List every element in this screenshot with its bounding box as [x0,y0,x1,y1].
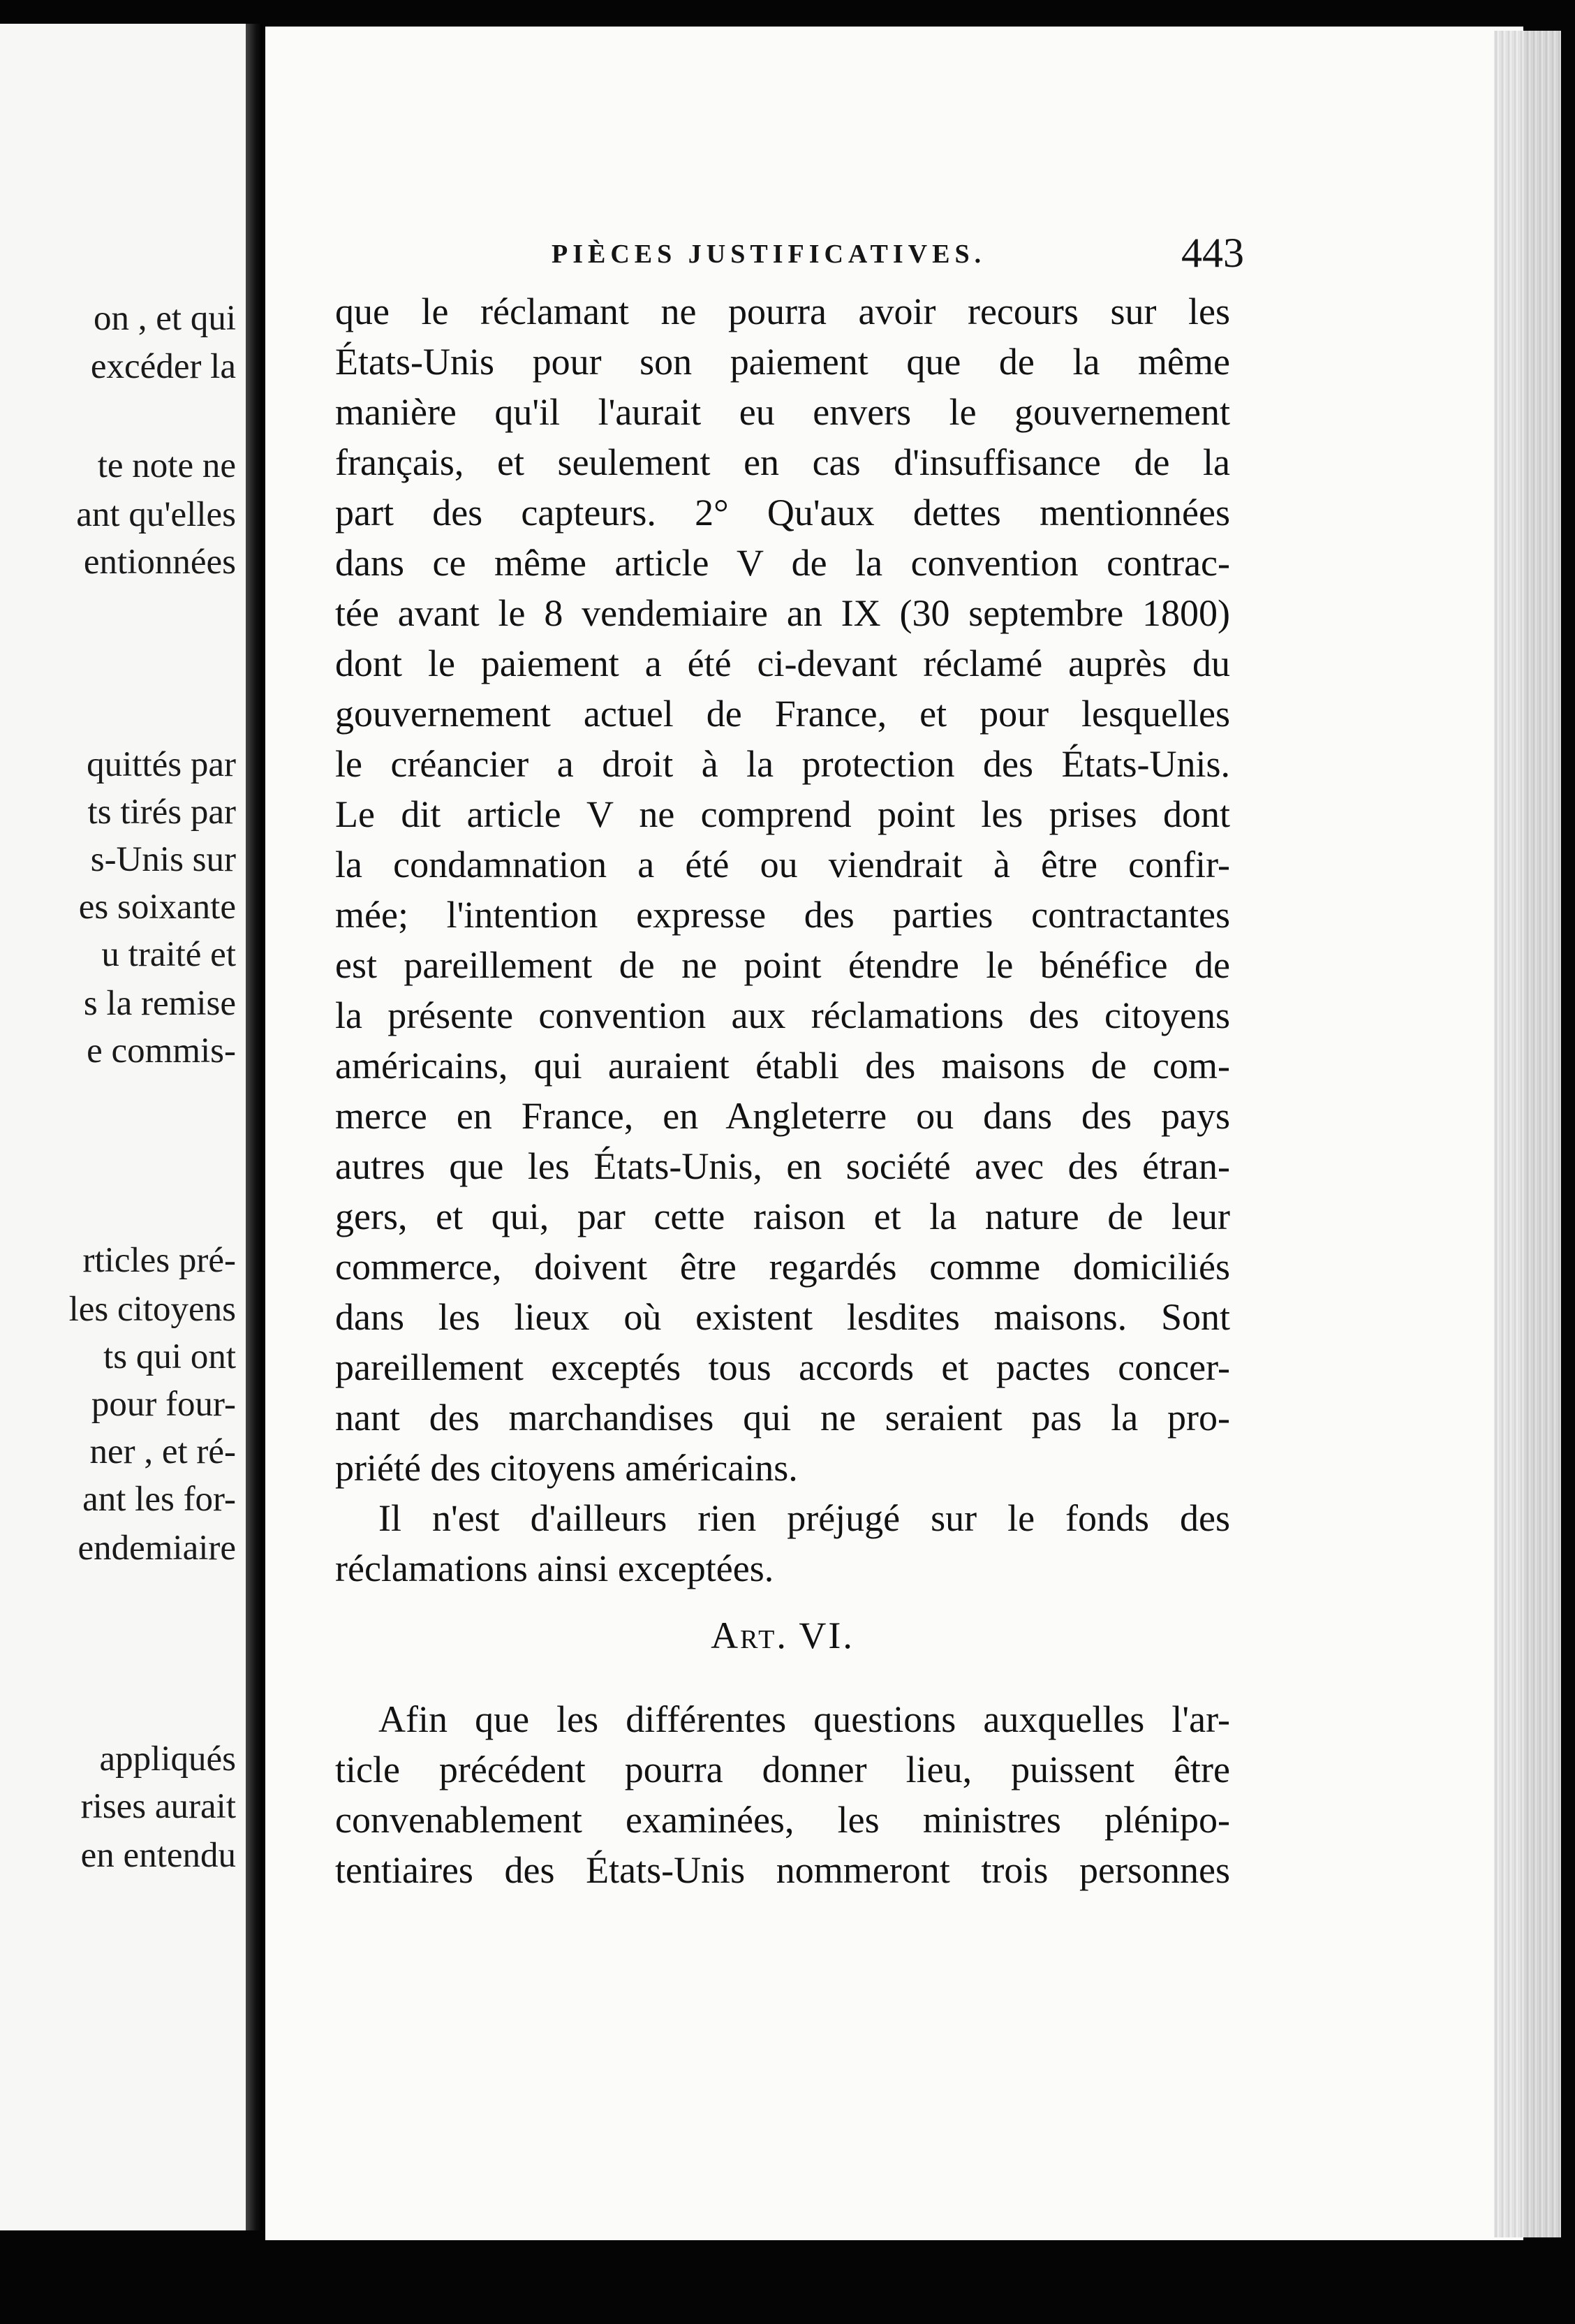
left-page-line: e commis- [87,1031,236,1071]
left-page-line: s-Unis sur [90,840,236,879]
left-page-line: es soixante [78,888,236,927]
paragraph-1 [335,286,1230,1493]
left-page-line: rticles pré- [82,1241,236,1280]
text-line: Il n'est d'ailleurs rien préjugé sur le fonds des [378,1497,1230,1539]
left-page-line: u traité et [101,935,236,974]
spacer [335,1677,1230,1694]
left-page-line: pour four- [91,1385,236,1424]
text-line: dont le paiement a été ci-devant réclamé auprès du [335,642,1230,684]
text-line: ticle précédent pourra donner lieu, puissent être [335,1749,1230,1790]
page-fore-edge [1494,31,1561,2237]
left-page-line: appliqués [99,1740,236,1779]
article-heading: Art. VI. [711,1615,855,1656]
text-line: est pareillement de ne point étendre le bénéfice de [335,944,1230,986]
text-line: convenablement examinées, les ministres plénipo- [335,1799,1230,1841]
left-page-line: ts tirés par [87,793,236,832]
text-line: commerce, doivent être regardés comme domiciliés [335,1246,1230,1288]
text-line: Le dit article V ne comprend point les prises dont [335,793,1230,835]
left-page-line: te note ne [97,446,236,485]
left-page-line: ant qu'elles [76,495,236,534]
text-line: pareillement exceptés tous accords et pactes concer- [335,1346,1230,1388]
text-line: la condamnation a été ou viendrait à être confir- [335,844,1230,885]
text-line: États-Unis pour son paiement que de la même [335,341,1230,383]
text-line: dans ce même article V de la convention contrac- [335,542,1230,584]
book-gutter [246,24,262,2230]
left-page-line: en entendu [80,1836,236,1875]
text-line: manière qu'il l'aurait eu envers le gouvernement [335,391,1230,433]
text-line: tée avant le 8 vendemiaire an IX (30 septembre 1800) [335,592,1230,634]
text-line: merce en France, en Angleterre ou dans des pays [335,1095,1230,1137]
running-head-title: PIÈCES JUSTIFICATIVES. [552,240,986,269]
left-page-line: endemiaire [77,1529,236,1568]
left-page-line: ts qui ont [103,1337,236,1376]
text-line: gouvernement actuel de France, et pour lesquelles [335,693,1230,735]
text-line: dans les lieux où existent lesdites maisons. Sont [335,1296,1230,1338]
left-page-line: entionnées [83,543,236,582]
text-line: Afin que les différentes questions auxquelles l'ar- [378,1698,1230,1740]
left-page-line: excéder la [90,347,236,386]
left-page-line: ant les for- [82,1480,236,1519]
text-line: tentiaires des États-Unis nommeront trois personnes [335,1849,1230,1891]
text-line: autres que les États-Unis, en société avec des étran- [335,1145,1230,1187]
text-line: gers, et qui, par cette raison et la nature de leur [335,1196,1230,1237]
left-page-line: rises aurait [80,1787,236,1826]
text-line: priété des citoyens américains. [335,1447,798,1489]
paragraph-3 [335,1694,1230,1895]
page-number: 443 [1181,230,1244,276]
text-line: le créancier a droit à la protection des États-Unis. [335,743,1230,785]
left-page-line: quittés par [87,745,236,784]
left-page-line: on , et qui [94,299,236,338]
text-line: que le réclamant ne pourra avoir recours sur les [335,290,1230,332]
left-page-line: s la remise [83,984,236,1023]
text-line: nant des marchandises qui ne seraient pas la pro- [335,1397,1230,1439]
left-page-line: les citoyens [68,1290,236,1329]
text-line: mée; l'intention expresse des parties contractantes [335,894,1230,936]
running-head [286,230,1244,277]
text-line: la présente convention aux réclamations des citoyens [335,994,1230,1036]
text-line: américains, qui auraient établi des maisons de com- [335,1045,1230,1087]
paragraph-2 [335,1493,1230,1594]
text-line: réclamations ainsi exceptées. [335,1547,774,1589]
left-page-fragment [0,24,246,2230]
text-line: part des capteurs. 2° Qu'aux dettes mentionnées [335,492,1230,534]
body-text [335,286,1230,1895]
left-page-line: ner , et ré- [89,1432,236,1471]
text-line: français, et seulement en cas d'insuffisance de la [335,441,1230,483]
